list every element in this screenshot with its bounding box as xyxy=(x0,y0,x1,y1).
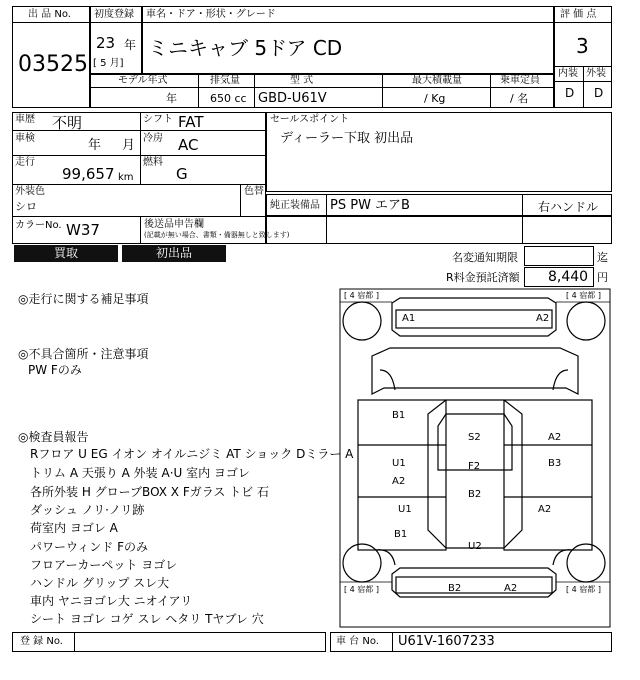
report-line: パワーウィンド Fのみ xyxy=(30,540,148,554)
damage-code: U2 xyxy=(468,541,482,552)
rear-arch-left xyxy=(376,550,395,565)
report-line: ダッシュ ノリ·ノリ跡 xyxy=(30,503,145,517)
defect-notes-title: ◎不具合箇所・注意事項 xyxy=(18,347,149,361)
ac-value: AC xyxy=(178,136,199,154)
report-line: トリム A 天張り A 外装 A·U 室内 ヨゴレ xyxy=(30,466,250,480)
handle-value: 右ハンドル xyxy=(538,200,599,214)
color-label: 外装色 xyxy=(15,186,45,197)
front-arch-left xyxy=(380,370,395,390)
notice-label: 名変通知期限 xyxy=(452,251,518,264)
damage-code: B1 xyxy=(392,410,406,421)
inspection-year: 年 xyxy=(88,138,102,153)
model-year-label: モデル年式 xyxy=(118,75,168,86)
equipment-label: 純正装備品 xyxy=(270,200,320,211)
diagram-frame xyxy=(340,289,610,627)
report-line: シート ヨゴレ コゲ スレ ヘタリ Tヤブレ 穴 xyxy=(30,612,264,626)
corner-label-tl: [ 4 宿都 ] xyxy=(344,291,379,300)
displacement-label: 排気量 xyxy=(210,75,240,86)
roof xyxy=(428,400,522,548)
reg-month: [ 5 月] xyxy=(93,58,124,69)
exterior-grade: D xyxy=(594,86,604,100)
reg-label: 初度登録 xyxy=(94,9,134,20)
damage-code: B1 xyxy=(394,529,408,540)
notice-unit: 迄 xyxy=(597,251,608,264)
name-label: 車名・ドア・形状・グレード xyxy=(146,9,276,20)
load-value: / Kg xyxy=(424,92,446,105)
lot-label: 出 品 No. xyxy=(28,9,71,20)
inspector-report-title: ◎検査員報告 xyxy=(18,430,89,444)
front-grille xyxy=(396,310,552,328)
interior-grade: D xyxy=(565,86,575,100)
lot-number: 03525 xyxy=(18,52,88,77)
mileage-label: 走行 xyxy=(15,157,35,168)
driving-notes-title: ◎走行に関する補足事項 xyxy=(18,292,149,306)
mileage-unit: km xyxy=(118,172,134,183)
first-listing-badge: 初出品 xyxy=(122,245,226,262)
docs-note: (記載が無い場合、書類・備器無しと致します) xyxy=(144,231,290,239)
load-label: 最大積載量 xyxy=(412,75,462,86)
color-change-label: 色替 xyxy=(244,186,264,197)
capacity-label: 乗車定員 xyxy=(500,75,540,86)
report-line: Rフロア U EG イオン オイルニジミ AT ショック Dミラー A xyxy=(30,447,354,461)
damage-code: U1 xyxy=(392,458,406,469)
fuel-label: 燃料 xyxy=(143,157,163,168)
registration-label: 登 録 No. xyxy=(20,636,63,647)
defect-notes-text: PW Fのみ xyxy=(28,363,82,377)
color-no-label: カラーNo. xyxy=(15,220,62,231)
inspection-label: 車検 xyxy=(15,133,35,144)
front-arch-right xyxy=(553,370,568,390)
chassis-label: 車 台 No. xyxy=(336,636,379,647)
damage-code: A2 xyxy=(536,313,550,324)
corner-label-tr: [ 4 宿都 ] xyxy=(566,291,601,300)
damage-code: U1 xyxy=(398,504,412,515)
wheel-icon xyxy=(567,302,605,340)
damage-code: B3 xyxy=(548,458,562,469)
damage-code: A2 xyxy=(504,583,518,594)
front-bumper xyxy=(392,298,556,336)
recycle-label: R料金預託済額 xyxy=(446,271,520,284)
corner-label-br: [ 4 宿都 ] xyxy=(566,585,601,594)
rear-arch-right xyxy=(553,550,572,565)
damage-code: A1 xyxy=(402,313,416,324)
front-fender xyxy=(372,348,578,394)
score-label: 評 価 点 xyxy=(560,9,597,20)
ac-label: 冷房 xyxy=(143,133,163,144)
capacity-value: / 名 xyxy=(510,92,529,105)
reg-year-unit: 年 xyxy=(124,38,137,52)
equipment-value: PS PW エアB xyxy=(330,198,410,213)
damage-code: B2 xyxy=(448,583,462,594)
report-line: フロアーカーペット ヨゴレ xyxy=(30,558,178,572)
reg-year: 23 xyxy=(96,34,116,52)
chassis-number: U61V-1607233 xyxy=(398,634,495,649)
corner-label-bl: [ 4 宿都 ] xyxy=(344,585,379,594)
fuel-value: G xyxy=(176,165,188,183)
recycle-value: 8,440 xyxy=(548,269,589,285)
shift-value: FAT xyxy=(178,113,204,131)
report-line: 各所外装 H グローブBOX X Fガラス トビ 石 xyxy=(30,485,269,499)
right-side xyxy=(504,400,592,550)
history-value: 不明 xyxy=(52,114,83,132)
shift-label: シフト xyxy=(143,114,173,125)
damage-code: S2 xyxy=(468,432,481,443)
damage-code: A2 xyxy=(538,504,552,515)
score-value: 3 xyxy=(576,34,589,58)
interior-label: 内装 xyxy=(558,68,578,79)
report-line: ハンドル グリップ スレ大 xyxy=(30,576,170,590)
car-name: ミニキャブ 5ドア CD xyxy=(148,36,343,60)
model-year-unit: 年 xyxy=(166,92,177,105)
mileage-value: 99,657 xyxy=(62,165,115,183)
buy-badge: 買取 xyxy=(14,245,118,262)
inspection-month: 月 xyxy=(122,138,136,153)
sales-text: ディーラー下取 初出品 xyxy=(280,131,414,146)
damage-code: B2 xyxy=(468,489,482,500)
recycle-unit: 円 xyxy=(597,271,608,284)
exterior-label: 外装 xyxy=(586,68,606,79)
report-line: 車内 ヤニヨゴレ大 ニオイアリ xyxy=(30,594,193,608)
docs-label: 後送品申告欄 xyxy=(144,219,204,230)
sales-label: セールスポイント xyxy=(270,114,350,125)
history-label: 車歴 xyxy=(15,114,35,125)
rear-panel xyxy=(396,577,552,593)
type-value: GBD-U61V xyxy=(258,91,327,106)
color-no-value: W37 xyxy=(66,221,100,239)
type-label: 型 式 xyxy=(290,75,314,86)
color-value: シロ xyxy=(15,200,37,213)
wheel-icon xyxy=(343,302,381,340)
displacement-value: 650 cc xyxy=(210,92,247,105)
left-side xyxy=(358,400,446,550)
report-line: 荷室内 ヨゴレ A xyxy=(30,521,118,535)
damage-code: A2 xyxy=(548,432,562,443)
damage-code: F2 xyxy=(468,461,481,472)
damage-code: A2 xyxy=(392,476,406,487)
